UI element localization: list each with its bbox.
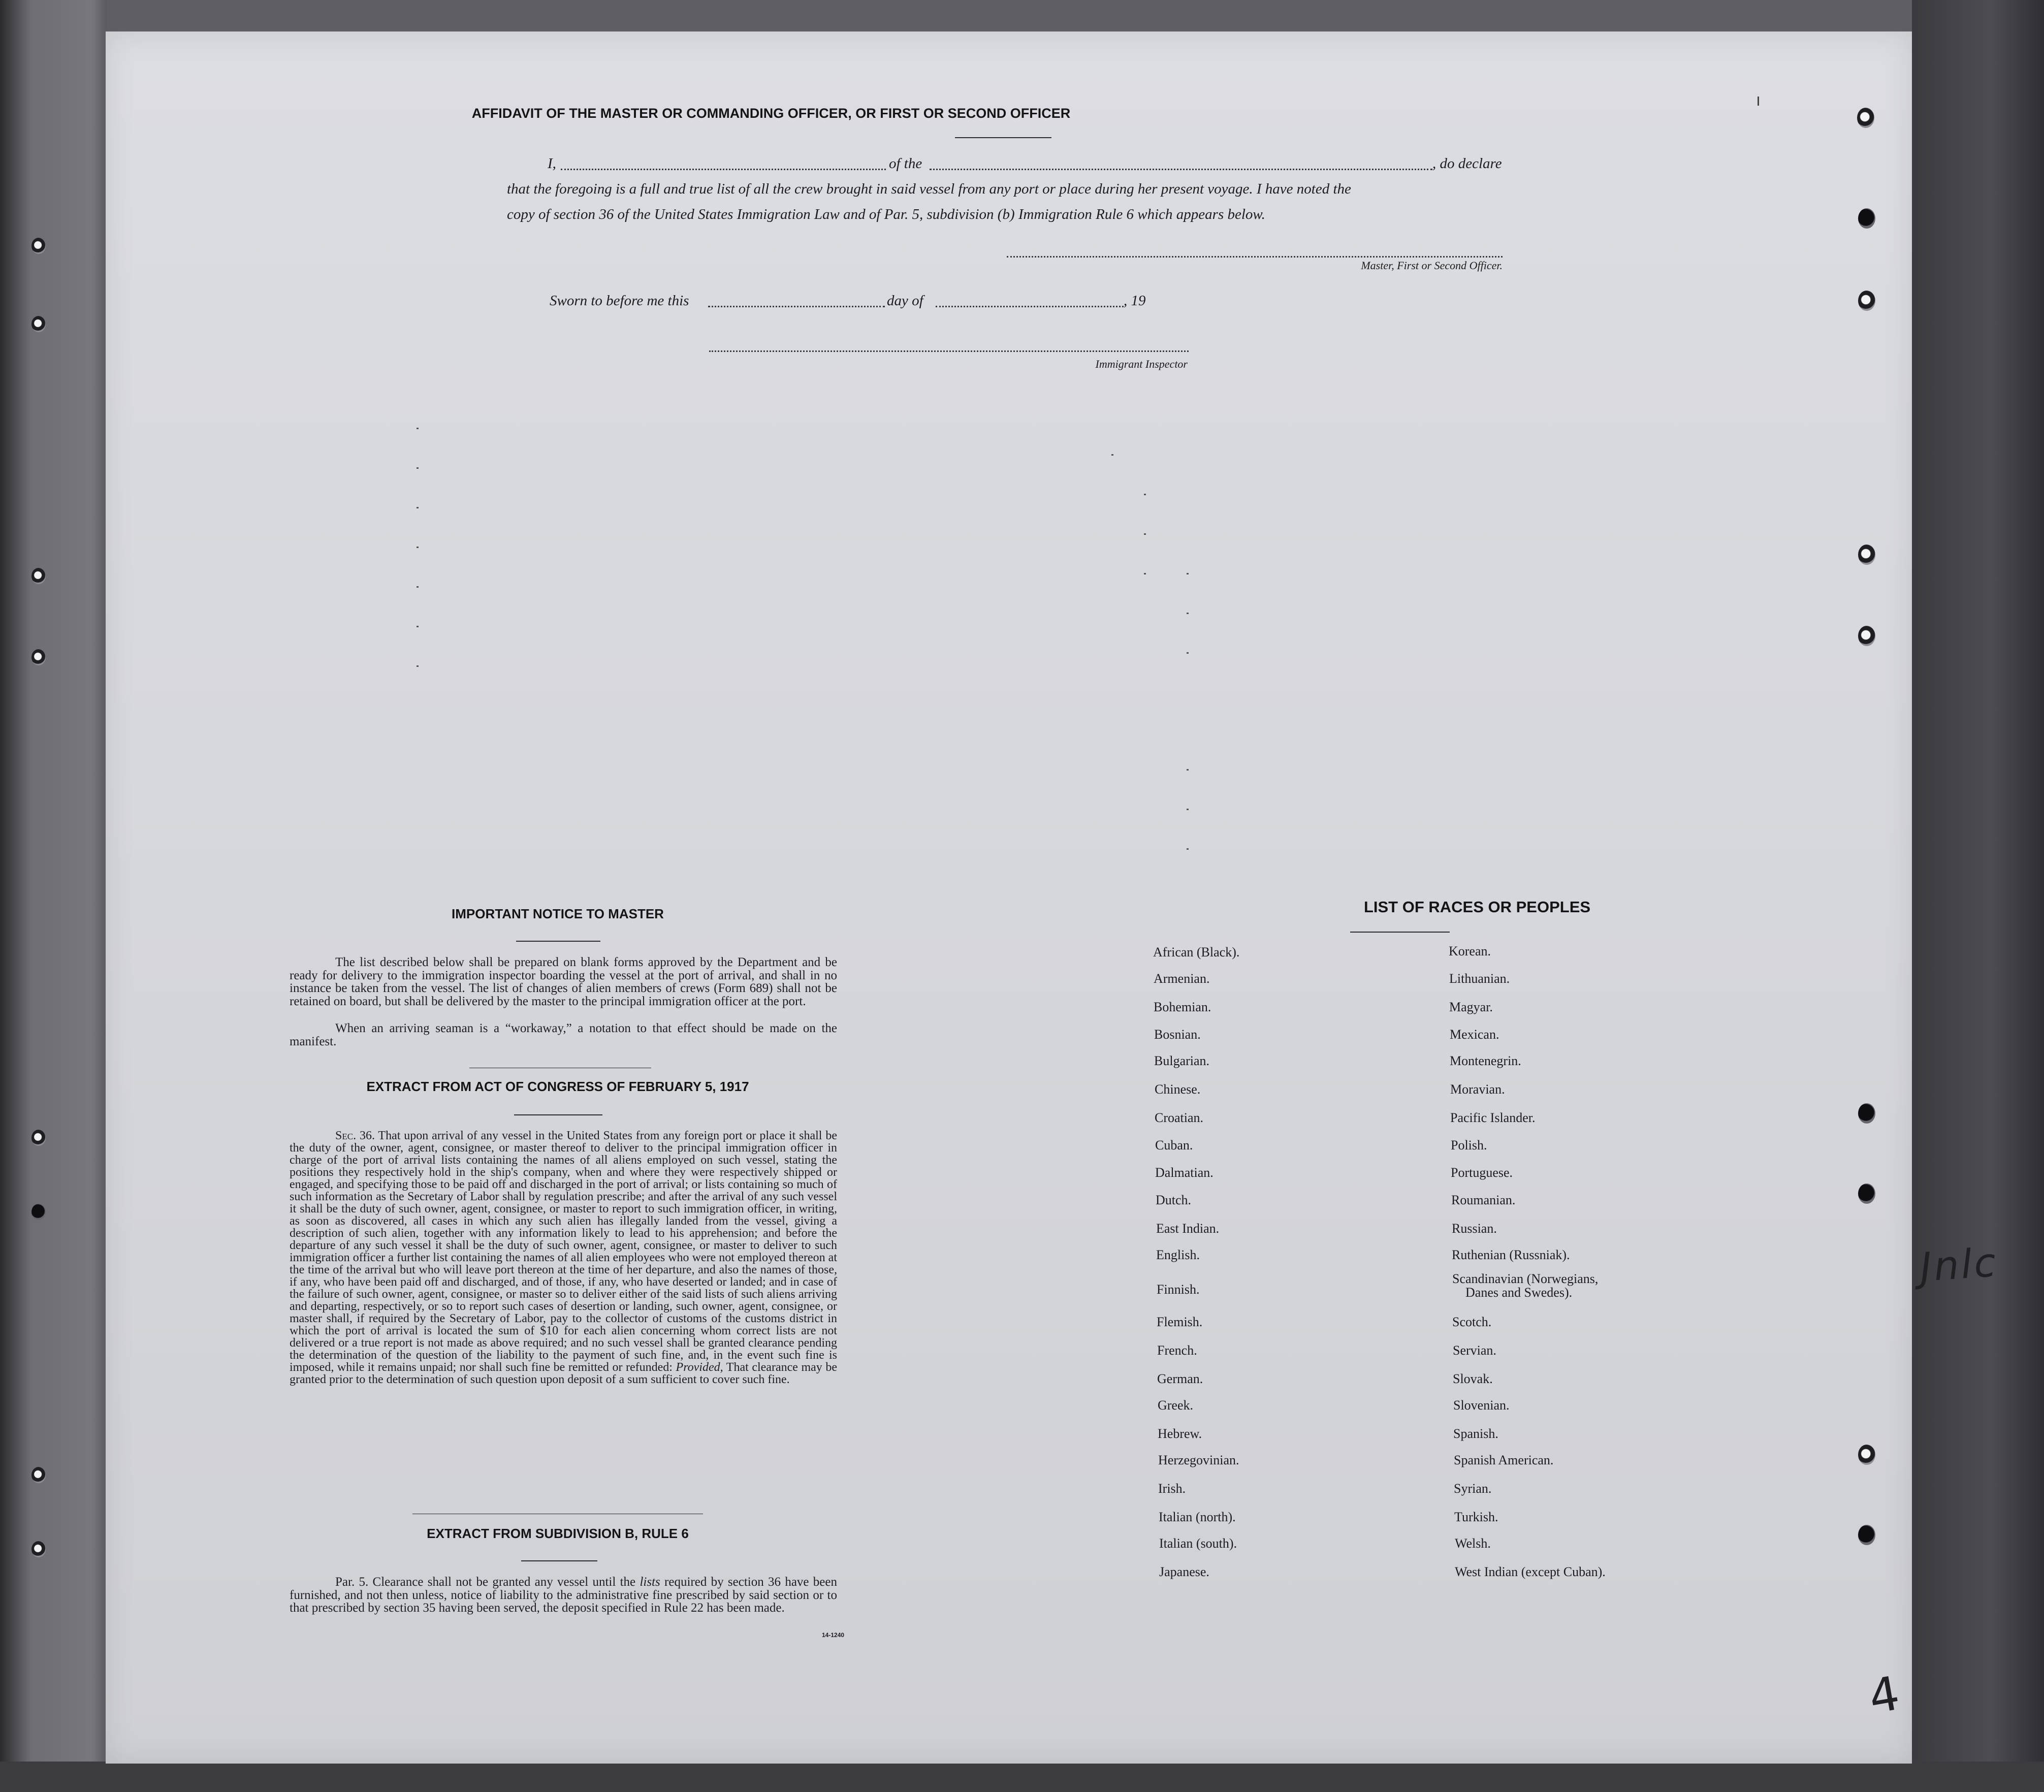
binder-hole-icon xyxy=(1857,108,1874,128)
race-item: Magyar. xyxy=(1449,1000,1493,1014)
sworn-line xyxy=(550,293,1312,313)
notice-paragraph-1: The list described below shall be prepared on blank forms approved by the Department and be ready for delivery to the immigration inspector boarding the vessel at the port of arrival, and shall in no instance be taken from the vessel. The list of changes of alien members of crews (Form 689) shall not be retained on board, but shall be delivered by the master to the principal immigration officer at the port. xyxy=(290,955,837,1008)
race-item: Slovak. xyxy=(1453,1371,1493,1386)
master-signature-label: Master, First or Second Officer. xyxy=(1361,259,1503,272)
race-item: Hebrew. xyxy=(1158,1426,1202,1441)
race-item: Cuban. xyxy=(1155,1138,1193,1153)
stray-mark xyxy=(417,428,419,429)
affidavit-of-the-label: of the xyxy=(889,155,922,172)
race-item: Chinese. xyxy=(1155,1082,1201,1097)
act-extract-title: EXTRACT FROM ACT OF CONGRESS OF FEBRUARY 5, 1917 xyxy=(366,1079,749,1094)
stray-mark xyxy=(1187,769,1189,771)
race-item: Korean. xyxy=(1449,944,1491,958)
race-item: African (Black). xyxy=(1153,945,1240,959)
stray-mark xyxy=(1187,573,1189,574)
race-item: Spanish. xyxy=(1453,1426,1498,1441)
top-tick-mark xyxy=(1758,97,1759,106)
race-item: Mexican. xyxy=(1450,1027,1499,1042)
races-title: LIST OF RACES OR PEOPLES xyxy=(1363,898,1591,916)
race-item: Scotch. xyxy=(1452,1315,1492,1329)
race-item: Portuguese. xyxy=(1451,1165,1513,1180)
stray-mark xyxy=(1144,573,1146,574)
race-item: Greek. xyxy=(1158,1398,1194,1413)
binder-hole-icon xyxy=(31,649,46,665)
stray-mark xyxy=(417,507,419,508)
races-divider xyxy=(1350,932,1450,933)
sworn-prefix: Sworn to before me this xyxy=(550,293,689,309)
race-item: Polish. xyxy=(1451,1138,1487,1153)
race-item: Dalmatian. xyxy=(1155,1165,1213,1180)
scan-backdrop-right xyxy=(1912,0,2044,1792)
stray-mark xyxy=(417,547,419,548)
vessel-name-blank[interactable] xyxy=(930,169,1432,170)
handwritten-side-mark: Jnlc xyxy=(1919,1239,1999,1291)
binder-hole-icon xyxy=(31,1130,46,1146)
act-section-label: Sec. 36. xyxy=(335,1129,375,1142)
affidavit-line3: copy of section 36 of the United States Immigration Law and of Par. 5, subdivision (b) Immigration Rule 6 which appears below. xyxy=(507,206,1265,222)
affidavit-line2: that the foregoing is a full and true list of all the crew brought in said vessel from any port or place during her present voyage. I have noted the xyxy=(507,181,1351,197)
stray-mark xyxy=(417,665,419,667)
stray-mark xyxy=(1187,809,1189,810)
act-section-text: That upon arrival of any vessel in the United States from any foreign port or place it shall be the duty of the owner, agent, consignee, or master thereof to deliver to the principal immigration officer in charge of the port of arrival lists containing the names of all aliens employed on such vessel, stating the positions they respectively hold in the ship's company, when and where they were respectively shipped or engaged, and specifying those to be paid off and discharged in the port of arrival; or lists containing so much of such information as the Secretary of Labor shall by regulation prescribe; and after the arrival of any such vessel it shall be the duty of such owner, agent, consignee, or master to report to such immigration officer, in writing, as soon as discovered, all cases in which any such alien has illegally landed from the vessel, giving a description of such alien, together with any information likely to lead to his apprehension; and before the departure of any such vessel it shall be the duty of such owner, agent, consignee, or master to deliver to such immigration officer a further list containing the names of all alien employees who were not employed thereon at the time of the arrival but who will leave port thereon at the time of her departure, and also the names of those, if any, who have been paid off and discharged, and of those, if any, who have deserted or landed; and in case of the failure of such owner, agent, consignee, or master so to deliver either of the said lists of such aliens arriving and departing, respectively, or so to report such cases of desertion or landing, such owner, agent, consignee, or master shall, if required by the Secretary of Labor, pay to the collector of customs of the customs district in which the port of arrival is located the sum of $10 for each alien concerning whom correct lists are not delivered or a true report is not made as above required; and no such vessel shall be granted clearance pending the determination of the question of the liability to the payment of such fine, and, in the event such fine is imposed, while it remains unpaid; nor shall such fine be remitted or refunded: xyxy=(290,1129,837,1374)
race-item: Bulgarian. xyxy=(1154,1053,1210,1068)
race-item: West Indian (except Cuban). xyxy=(1455,1564,1606,1579)
race-item: Ruthenian (Russniak). xyxy=(1452,1247,1570,1262)
binder-hole-icon xyxy=(1858,1525,1875,1545)
stray-mark xyxy=(417,467,419,469)
stray-mark xyxy=(417,626,419,627)
race-item: Servian. xyxy=(1453,1343,1496,1358)
affidavit-title: AFFIDAVIT OF THE MASTER OR COMMANDING OFFICER, OR FIRST OR SECOND OFFICER xyxy=(471,106,1071,121)
race-item: Italian (north). xyxy=(1159,1510,1236,1524)
affidavit-line1 xyxy=(548,155,1609,174)
sworn-year-label: , 19 xyxy=(1124,293,1146,309)
race-item: Croatian. xyxy=(1155,1110,1204,1125)
handwritten-corner-number: 4 xyxy=(1865,1666,1904,1725)
race-item: Japanese. xyxy=(1159,1564,1209,1579)
inspector-signature-blank[interactable] xyxy=(709,350,1189,352)
race-item: Italian (south). xyxy=(1159,1536,1237,1551)
stray-mark xyxy=(1187,848,1189,850)
race-item: Syrian. xyxy=(1454,1481,1492,1496)
race-item: Lithuanian. xyxy=(1449,971,1510,986)
stray-mark xyxy=(1144,494,1146,495)
binder-hole-icon xyxy=(31,1467,46,1483)
binder-hole-icon xyxy=(1858,291,1875,311)
race-item: German. xyxy=(1157,1371,1203,1386)
rule-lists-word: lists xyxy=(640,1575,660,1589)
race-item: Irish. xyxy=(1158,1481,1186,1496)
scan-backdrop-bottom xyxy=(0,1762,2044,1792)
binder-hole-icon xyxy=(1858,545,1875,565)
stray-mark xyxy=(1187,613,1189,614)
race-item: Armenian. xyxy=(1154,971,1210,986)
notice-divider xyxy=(516,941,600,942)
inspector-label: Immigrant Inspector xyxy=(1095,358,1188,370)
rule-divider xyxy=(521,1560,597,1561)
race-item: Spanish American. xyxy=(1454,1453,1554,1467)
binder-hole-icon xyxy=(31,1204,46,1220)
race-item: Dutch. xyxy=(1156,1193,1192,1207)
act-extract-text xyxy=(290,1130,837,1386)
scan-backdrop-left xyxy=(0,0,107,1792)
binder-hole-icon xyxy=(31,238,46,254)
race-item: Slovenian. xyxy=(1453,1398,1510,1413)
race-item: Bohemian. xyxy=(1154,1000,1211,1014)
officer-name-blank[interactable] xyxy=(561,169,886,170)
binder-hole-icon xyxy=(31,1541,46,1557)
act-provided-word: Provided, xyxy=(676,1361,723,1374)
rule-extract-text xyxy=(290,1576,837,1615)
race-item: Pacific Islander. xyxy=(1450,1110,1536,1125)
binder-hole-icon xyxy=(31,568,46,584)
race-item: English. xyxy=(1156,1247,1200,1262)
rule-extract-title: EXTRACT FROM SUBDIVISION B, RULE 6 xyxy=(427,1526,689,1541)
binder-hole-icon xyxy=(1858,1103,1875,1124)
race-item: Montenegrin. xyxy=(1450,1053,1521,1068)
form-number: 14-1240 xyxy=(822,1631,845,1639)
stray-mark xyxy=(1187,652,1189,654)
race-item: East Indian. xyxy=(1156,1221,1220,1236)
race-item: Russian. xyxy=(1452,1221,1497,1236)
sworn-month-blank[interactable] xyxy=(936,306,1124,307)
notice-paragraph-2: When an arriving seaman is a “workaway,” a notation to that effect should be made on the manifest. xyxy=(290,1021,837,1048)
sworn-day-blank[interactable] xyxy=(708,306,885,307)
title-divider xyxy=(955,137,1051,138)
stray-mark xyxy=(1144,533,1146,535)
race-item: Scandinavian (Norwegians, Danes and Swedes). xyxy=(1452,1271,1599,1300)
race-item: Roumanian. xyxy=(1451,1193,1516,1207)
race-item: Flemish. xyxy=(1157,1315,1203,1329)
binder-hole-icon xyxy=(1858,1183,1875,1204)
race-item: Bosnian. xyxy=(1154,1027,1201,1042)
race-item: French. xyxy=(1157,1343,1197,1358)
race-item: Herzegovinian. xyxy=(1158,1453,1239,1467)
affidavit-declare-label: , do declare xyxy=(1432,155,1502,172)
binder-hole-icon xyxy=(1858,208,1875,229)
stray-mark xyxy=(417,586,419,588)
race-item: Turkish. xyxy=(1454,1510,1498,1524)
stray-mark xyxy=(1111,454,1113,456)
rule-text-a: Par. 5. Clearance shall not be granted any vessel until the xyxy=(335,1575,636,1589)
notice-title: IMPORTANT NOTICE TO MASTER xyxy=(452,906,664,921)
binder-hole-icon xyxy=(1858,626,1875,646)
manifest-page xyxy=(106,31,1999,1764)
sworn-day-of-label: day of xyxy=(887,293,923,309)
rule-text-b: required by section 36 have been furnished, and not then unless, notice of liability to the administrative fine prescribed by said section or to that prescribed by section 35 having been served, the deposit specified in Rule 22 has been made. xyxy=(290,1575,837,1615)
master-signature-blank[interactable] xyxy=(1007,256,1503,258)
act-divider xyxy=(514,1114,602,1115)
race-item: Finnish. xyxy=(1157,1282,1200,1297)
affidavit-i-label: I, xyxy=(548,155,556,172)
race-item: Moravian. xyxy=(1450,1082,1505,1097)
race-item: Welsh. xyxy=(1455,1536,1491,1551)
binder-hole-icon xyxy=(31,316,46,332)
binder-hole-icon xyxy=(1858,1445,1875,1465)
act-section-text-end: That clearance may be granted prior to the determination of such question upon deposit of a sum sufficient to cover such fine. xyxy=(290,1361,838,1386)
